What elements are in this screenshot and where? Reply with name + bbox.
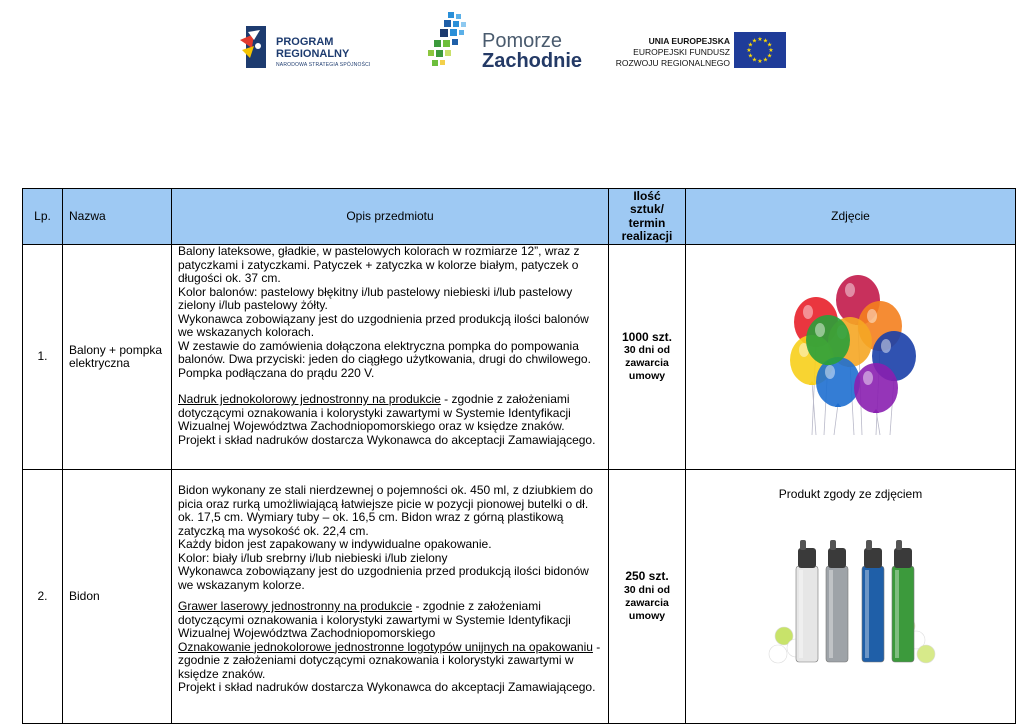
col-header-opis: Opis przedmiotu xyxy=(172,189,609,245)
col-header-lp: Lp. xyxy=(23,189,63,245)
program-regionalny-mark-icon xyxy=(238,24,268,70)
photo-caption: Produkt zgody ze zdjęciem xyxy=(778,487,923,501)
eu-logo xyxy=(608,32,786,72)
pomorze-text: Pomorze xyxy=(482,30,563,52)
balloon-icon xyxy=(854,363,898,413)
eu-text: UNIA EUROPEJSKA EUROPEJSKI FUNDUSZ ROZWOJU REGIONALNEGO xyxy=(615,36,730,68)
svg-text:★: ★ xyxy=(746,47,752,55)
bottles-photo-icon xyxy=(766,536,936,666)
svg-text:★: ★ xyxy=(762,37,769,45)
svg-text:★: ★ xyxy=(766,52,773,60)
row-nazwa: Bidon xyxy=(63,470,172,724)
program-regionalny-text: PROGRAM REGIONALNY xyxy=(276,36,350,60)
table-row xyxy=(23,470,1016,724)
row-nazwa: Balony + pompka elektryczna xyxy=(63,245,172,470)
svg-text:★: ★ xyxy=(762,56,769,64)
row-zdjecie xyxy=(686,245,1016,470)
table-header-row xyxy=(23,189,1016,245)
svg-text:★: ★ xyxy=(768,47,774,55)
svg-text:★: ★ xyxy=(747,52,754,60)
balloon-icon xyxy=(806,315,850,365)
product-table xyxy=(22,188,1016,724)
row-lp: 2. xyxy=(23,470,63,724)
table-row xyxy=(23,245,1016,470)
svg-text:★: ★ xyxy=(751,56,758,64)
row-opis: Bidon wykonany ze stali nierdzewnej o pojemności ok. 450 ml, z dziubkiem do picia oraz rurką umożliwiającą łatwiejsze picie w pozycji pionowej butelki o dł. ok. 17,5 cm. Wymiary tuby – ok. 16,5 cm. Bidon wraz z górną plastikową zatyczką ma wysokość ok. 22,4 cm. Każdy bidon jest zapakowany w indywidualne opakowanie. Kolor: biały i/lub srebrny i/lub niebieski i/lub zielony Wykonawca zobowiązany jest do uzgodnienia przed produkcją ilości bidonów we wskazanym kolorze. Grawer laserowy jednostronny na produkcie - zgodnie z założeniami dotyczącymi oznakowania i kolorystyki zawartymi w Systemie Identyfikacji Wizualnej Województwa Zachodniopomorskiego Oznakowanie jednokolorowe jednostronne logotypów unijnych na opakowaniu - zgodnie z założeniami dotyczącymi oznakowania i kolorystyki zawartymi w księdze znaków. Projekt i skład nadruków dostarcza Wykonawca do akceptacji Zamawiającego. xyxy=(172,470,609,724)
zachodnie-text: Zachodnie xyxy=(482,50,583,72)
col-header-ilosc: Ilość sztuk/ termin realizacji xyxy=(609,189,686,245)
row-zdjecie xyxy=(686,470,1016,724)
svg-text:★: ★ xyxy=(757,58,763,66)
eu-flag-icon xyxy=(734,32,786,68)
svg-text:★: ★ xyxy=(747,41,754,49)
svg-text:★: ★ xyxy=(766,41,773,49)
pomorze-zachodnie-mark-icon xyxy=(422,10,480,72)
logo-bar xyxy=(236,8,786,72)
row-ilosc: 1000 szt. 30 dni od zawarcia umowy xyxy=(609,245,686,470)
row-ilosc: 250 szt. 30 dni od zawarcia umowy xyxy=(609,470,686,724)
program-regionalny-logo xyxy=(236,22,386,74)
col-header-zdjecie: Zdjęcie xyxy=(686,189,1016,245)
svg-text:★: ★ xyxy=(751,37,758,45)
svg-text:★: ★ xyxy=(757,36,763,44)
row-lp: 1. xyxy=(23,245,63,470)
balloon-icon xyxy=(816,357,860,407)
col-header-nazwa: Nazwa xyxy=(63,189,172,245)
balloons-photo-icon xyxy=(776,270,926,440)
program-regionalny-subtitle: NARODOWA STRATEGIA SPÓJNOŚCI xyxy=(276,62,371,68)
row-opis: Balony lateksowe, gładkie, w pastelowych kolorach w rozmiarze 12”, wraz z patyczkami i zatyczkami. Patyczek + zatyczka w kolorze białym, patyczek o długości ok. 37 cm. Kolor balonów: pastelowy błękitny i/lub pastelowy niebieski i/lub pastelowy zielony i/lub pastelowy żółty. Wykonawca zobowiązany jest do uzgodnienia przed produkcją ilości balonów we wskazanych kolorach. W zestawie do zamówienia dołączona elektryczna pompka do pompowania balonów. Dwa przyciski: jeden do ciągłego użytkowania, drugi do chwilowego. Pompka podłączana do prądu 220 V. Nadruk jednokolorowy jednostronny na produkcie - zgodnie z założeniami dotyczącymi oznakowania i kolorystyki zawartymi w Systemie Identyfikacji Wizualnej Województwa Zachodniopomorskiego oraz w księdze znaków. Projekt i skład nadruków dostarcza Wykonawca do akceptacji Zamawiającego. xyxy=(172,245,609,470)
pomorze-zachodnie-logo xyxy=(422,8,582,72)
